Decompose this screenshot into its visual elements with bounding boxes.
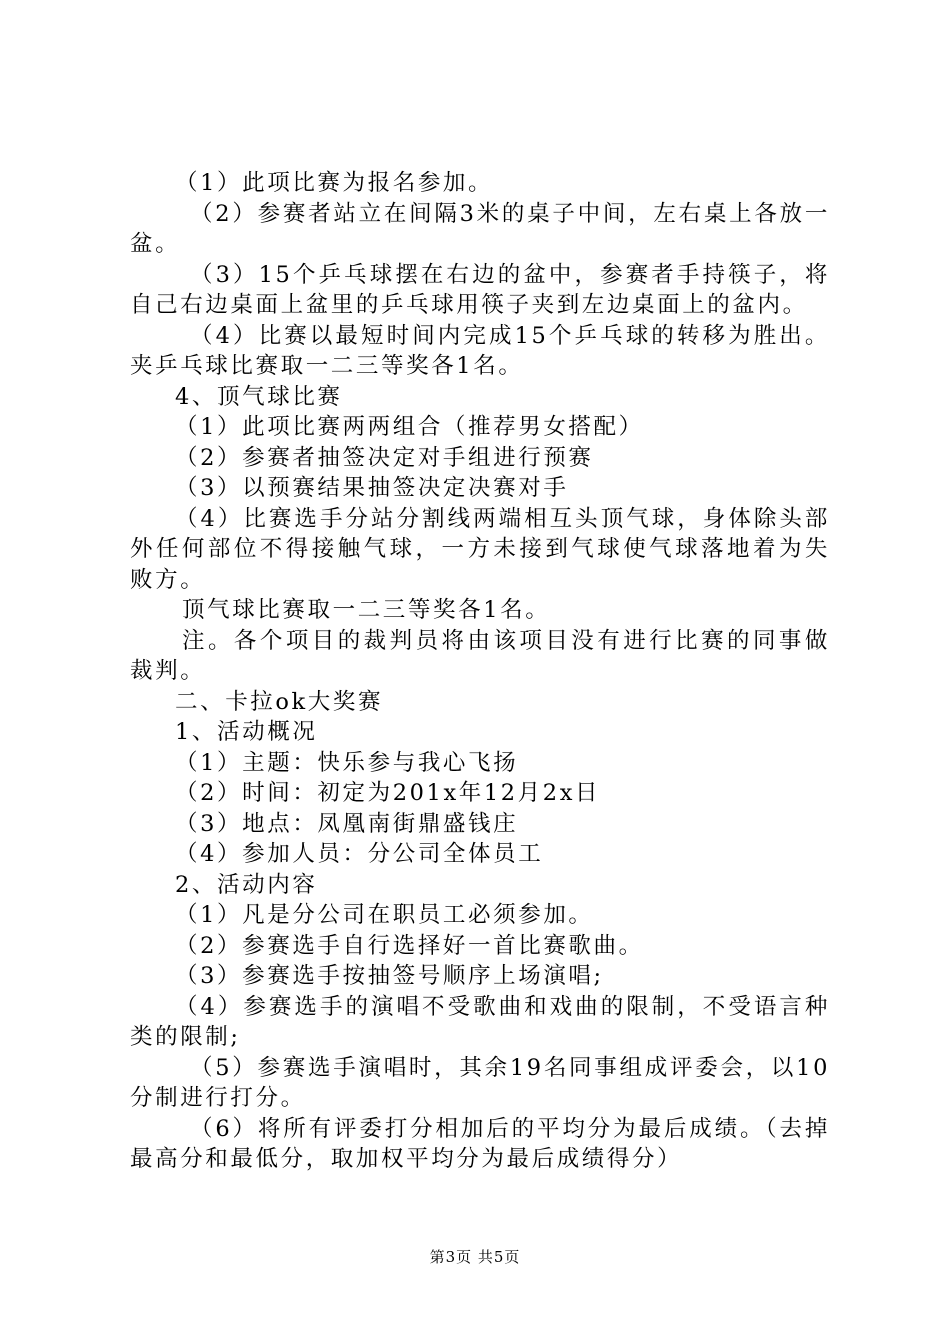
paragraph: （1）此项比赛为报名参加。 [175,170,494,196]
section-heading: 4、顶气球比赛 [175,383,343,410]
paragraph: （3）以预赛结果抽签决定决赛对手 [175,475,569,501]
paragraph: （3）15个乒乓球摆在右边的盆中，参赛者手持筷子，将自己右边桌面上盆里的乒乓球用筷子夹到左边桌面上的盆内。 [130,261,830,318]
paragraph: 注。各个项目的裁判员将由该项目没有进行比赛的同事做裁判。 [130,627,830,684]
paragraph: （4）比赛选手分站分割线两端相互头顶气球，身体除头部外任何部位不得接触气球，一方未接到气球使气球落地着为失败方。 [130,505,830,593]
paragraph: （3）参赛选手按抽签号顺序上场演唱; [175,963,604,989]
paragraph: （4）比赛以最短时间内完成15个乒乓球的转移为胜出。夹乒乓球比赛取一二三等奖各1名。 [130,322,830,379]
section-heading: 二、卡拉ok大奖赛 [175,688,384,715]
paragraph: （6）将所有评委打分相加后的平均分为最后成绩。（去掉最高分和最低分，取加权平均分为最后成绩得分） [130,1115,830,1172]
paragraph: （4）参赛选手的演唱不受歌曲和戏曲的限制，不受语言种类的限制; [130,993,830,1050]
document-body [130,168,830,1175]
paragraph: 顶气球比赛取一二三等奖各1名。 [182,597,551,623]
paragraph: （1）凡是分公司在职员工必须参加。 [175,902,594,928]
paragraph: （1）主题：快乐参与我心飞扬 [175,749,519,776]
paragraph: （3）地点：凤凰南街鼎盛钱庄 [175,810,519,837]
paragraph: （1）此项比赛两两组合（推荐男女搭配） [175,414,644,440]
subsection-heading: 1、活动概况 [175,719,318,745]
subsection-heading: 2、活动内容 [175,871,318,898]
paragraph: （2）时间：初定为201x年12月2x日 [175,780,601,806]
paragraph: （2）参赛选手自行选择好一首比赛歌曲。 [175,932,644,959]
paragraph: （5）参赛选手演唱时，其余19名同事组成评委会，以10分制进行打分。 [130,1054,830,1111]
page-footer: 第3页 共5页 [429,1248,521,1266]
paragraph: （2）参赛者抽签决定对手组进行预赛 [175,444,594,471]
paragraph: （4）参加人员：分公司全体员工 [175,841,544,867]
paragraph: （2）参赛者站立在间隔3米的桌子中间，左右桌上各放一盆。 [130,200,830,257]
